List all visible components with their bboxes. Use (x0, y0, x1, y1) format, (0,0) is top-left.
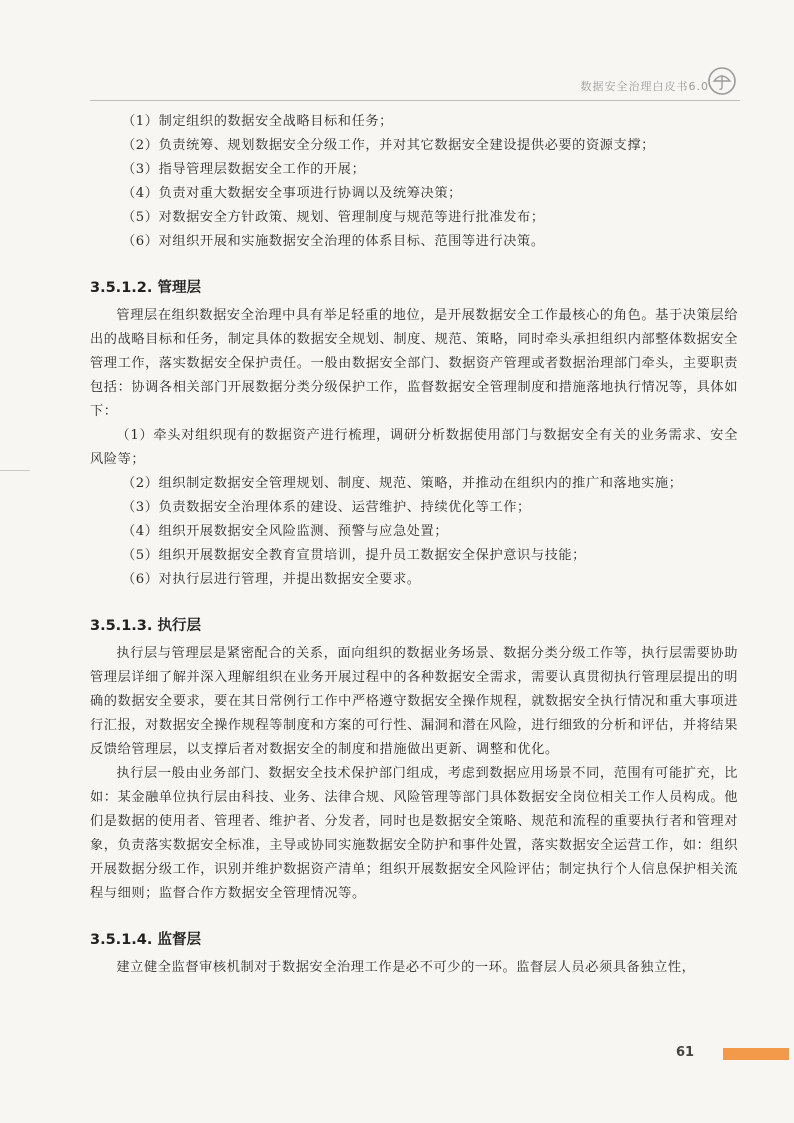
umbrella-logo-icon (707, 66, 737, 96)
paragraph: 建立健全监督审核机制对于数据安全治理工作是必不可少的一环。监督层人员必须具备独立性， (116, 960, 696, 975)
section-heading-management: 3.5.1.2. 管理层 (90, 280, 201, 296)
section-heading-supervision: 3.5.1.4. 监督层 (90, 932, 201, 948)
list-item: （1）制定组织的数据安全战略目标和任务； (122, 114, 393, 129)
section-heading-execution: 3.5.1.3. 执行层 (90, 618, 201, 634)
margin-mark (0, 470, 30, 471)
list-item: （1）牵头对组织现有的数据资产进行梳理，调研分析数据使用部门与数据安全有关的业务需求、安全风险等； (90, 428, 738, 467)
list-item: （5）对数据安全方针政策、规划、管理制度与规范等进行批准发布； (122, 210, 545, 225)
list-item: （3）负责数据安全治理体系的建设、运营维护、持续优化等工作； (122, 500, 531, 515)
list-item: （3）指导管理层数据安全工作的开展； (122, 162, 366, 177)
list-item: （6）对执行层进行管理，并提出数据安全要求。 (122, 572, 421, 587)
page-number: 61 (676, 1045, 695, 1060)
list-item: （5）组织开展数据安全教育宣贯培训，提升员工数据安全保护意识与技能； (122, 548, 586, 563)
running-title: 数据安全治理白皮书6.0 (580, 80, 709, 93)
paragraph: 执行层一般由业务部门、数据安全技术保护部门组成，考虑到数据应用场景不同，范围有可能扩充，比如：某金融单位执行层由科技、业务、法律合规、风险管理等部门具体数据安全岗位相关工作人员构成。他们是数据的使用者、管理者、维护者、分发者，同时也是数据安全策略、规范和流程的重要执行者和管理对象，负责落实数据安全标准，主导或协同实施数据安全防护和事件处置，落实数据安全运营工作，如：组织开展数据分级工作，识别并维护数据资产清单；组织开展数据安全风险评估；制定执行个人信息保护相关流程与细则；监督合作方数据安全管理情况等。 (90, 766, 739, 901)
page-accent-bar (723, 1048, 789, 1060)
paragraph: 执行层与管理层是紧密配合的关系，面向组织的数据业务场景、数据分类分级工作等，执行层需要协助管理层详细了解并深入理解组织在业务开展过程中的各种数据安全需求，需要认真贯彻执行管理层提出的明确的数据安全要求，要在其日常例行工作中严格遵守数据安全操作规程，就数据安全执行情况和重大事项进行汇报，对数据安全操作规程等制度和方案的可行性、漏洞和潜在风险，进行细致的分析和评估，并将结果反馈给管理层，以支撑后者对数据安全的制度和措施做出更新、调整和优化。 (90, 646, 739, 757)
list-item: （4）组织开展数据安全风险监测、预警与应急处置； (122, 524, 449, 539)
paragraph: 管理层在组织数据安全治理中具有举足轻重的地位，是开展数据安全工作最核心的角色。基于决策层给出的战略目标和任务，制定具体的数据安全规划、制度、规范、策略，同时牵头承担组织内部整体数据安全管理工作，落实数据安全保护责任。一般由数据安全部门、数据资产管理或者数据治理部门牵头，主要职责包括：协调各相关部门开展数据分类分级保护工作，监督数据安全管理制度和措施落地执行情况等，具体如下： (90, 308, 739, 419)
list-item: （2）组织制定数据安全管理规划、制度、规范、策略，并推动在组织内的推广和落地实施； (122, 476, 683, 491)
header-rule (90, 100, 740, 101)
page-content (90, 110, 738, 980)
list-item: （2）负责统筹、规划数据安全分级工作，并对其它数据安全建设提供必要的资源支撑； (122, 138, 655, 153)
list-item: （4）负责对重大数据安全事项进行协调以及统筹决策； (122, 186, 462, 201)
list-item: （6）对组织开展和实施数据安全治理的体系目标、范围等进行决策。 (122, 234, 545, 249)
